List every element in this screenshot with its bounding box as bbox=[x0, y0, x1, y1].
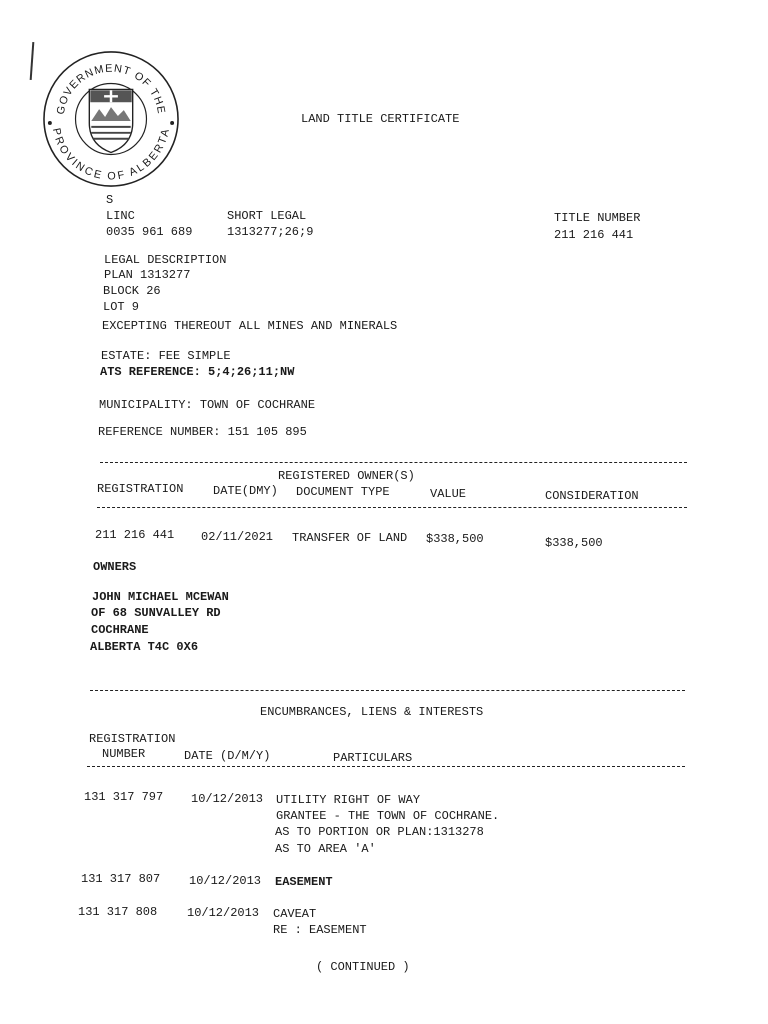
municipality: MUNICIPALITY: TOWN OF COCHRANE bbox=[99, 398, 316, 412]
certificate-title: LAND TITLE CERTIFICATE bbox=[301, 112, 460, 126]
separator-line bbox=[97, 507, 687, 508]
encumbrance-date: 10/12/2013 bbox=[187, 906, 260, 920]
encumbrance-date: 10/12/2013 bbox=[191, 792, 264, 806]
linc-label: LINC bbox=[106, 209, 135, 223]
encumbrance-particulars: UTILITY RIGHT OF WAY bbox=[276, 793, 421, 807]
owner-date: 02/11/2021 bbox=[201, 530, 274, 544]
encumbrance-detail: GRANTEE - THE TOWN OF COCHRANE. bbox=[276, 809, 500, 823]
encumbrance-number: 131 317 808 bbox=[78, 905, 158, 919]
column-date: DATE(DMY) bbox=[213, 484, 278, 498]
encumbrance-number: 131 317 807 bbox=[81, 872, 161, 886]
s-mark: S bbox=[106, 193, 114, 207]
column-particulars: PARTICULARS bbox=[333, 751, 413, 765]
ats-reference: ATS REFERENCE: 5;4;26;11;NW bbox=[100, 365, 295, 379]
encumbrance-particulars: CAVEAT bbox=[273, 907, 317, 921]
separator-line bbox=[100, 462, 687, 463]
encumbrances-heading: ENCUMBRANCES, LIENS & INTERESTS bbox=[260, 705, 484, 719]
legal-description-heading: LEGAL DESCRIPTION bbox=[104, 253, 227, 267]
column-registration: REGISTRATION bbox=[89, 732, 176, 746]
continued-footer: ( CONTINUED ) bbox=[316, 960, 410, 974]
column-number: NUMBER bbox=[102, 747, 146, 761]
encumbrance-detail: RE : EASEMENT bbox=[273, 923, 367, 937]
owner-consideration: $338,500 bbox=[545, 536, 603, 550]
title-number-value: 211 216 441 bbox=[554, 228, 634, 242]
reference-number: REFERENCE NUMBER: 151 105 895 bbox=[98, 425, 307, 439]
registered-owners-heading: REGISTERED OWNER(S) bbox=[278, 469, 415, 483]
owner-registration: 211 216 441 bbox=[95, 528, 175, 542]
title-number-label: TITLE NUMBER bbox=[554, 211, 641, 225]
encumbrance-number: 131 317 797 bbox=[84, 790, 164, 804]
short-legal-value: 1313277;26;9 bbox=[227, 225, 314, 239]
pen-mark bbox=[30, 42, 35, 80]
owner-address-line-1: OF 68 SUNVALLEY RD bbox=[91, 606, 221, 620]
owner-address-line-2: COCHRANE bbox=[91, 623, 149, 637]
seal-text-bottom: PROVINCE OF ALBERTA bbox=[49, 127, 173, 183]
separator-line bbox=[90, 690, 685, 691]
legal-exception: EXCEPTING THEREOUT ALL MINES AND MINERALS bbox=[102, 319, 398, 333]
alberta-government-seal bbox=[42, 50, 180, 188]
encumbrance-date: 10/12/2013 bbox=[189, 874, 262, 888]
column-date: DATE (D/M/Y) bbox=[184, 749, 271, 763]
legal-plan: PLAN 1313277 bbox=[104, 268, 191, 282]
encumbrance-particulars: EASEMENT bbox=[275, 875, 333, 889]
owner-address-line-3: ALBERTA T4C 0X6 bbox=[90, 640, 199, 654]
short-legal-label: SHORT LEGAL bbox=[227, 209, 307, 223]
legal-lot: LOT 9 bbox=[103, 300, 140, 314]
column-value: VALUE bbox=[430, 487, 467, 501]
encumbrance-detail: AS TO AREA 'A' bbox=[275, 842, 376, 856]
estate-line: ESTATE: FEE SIMPLE bbox=[101, 349, 231, 363]
owner-name: JOHN MICHAEL MCEWAN bbox=[92, 590, 229, 604]
column-registration: REGISTRATION bbox=[97, 482, 184, 496]
legal-block: BLOCK 26 bbox=[103, 284, 161, 298]
owner-value: $338,500 bbox=[426, 532, 484, 546]
linc-value: 0035 961 689 bbox=[106, 225, 193, 239]
owners-heading: OWNERS bbox=[93, 560, 137, 574]
seal-text-top: GOVERNMENT OF THE bbox=[54, 62, 168, 116]
owner-document-type: TRANSFER OF LAND bbox=[292, 531, 408, 545]
separator-line bbox=[87, 766, 685, 767]
column-consideration: CONSIDERATION bbox=[545, 489, 639, 503]
column-document-type: DOCUMENT TYPE bbox=[296, 485, 390, 499]
encumbrance-detail: AS TO PORTION OR PLAN:1313278 bbox=[275, 825, 484, 839]
